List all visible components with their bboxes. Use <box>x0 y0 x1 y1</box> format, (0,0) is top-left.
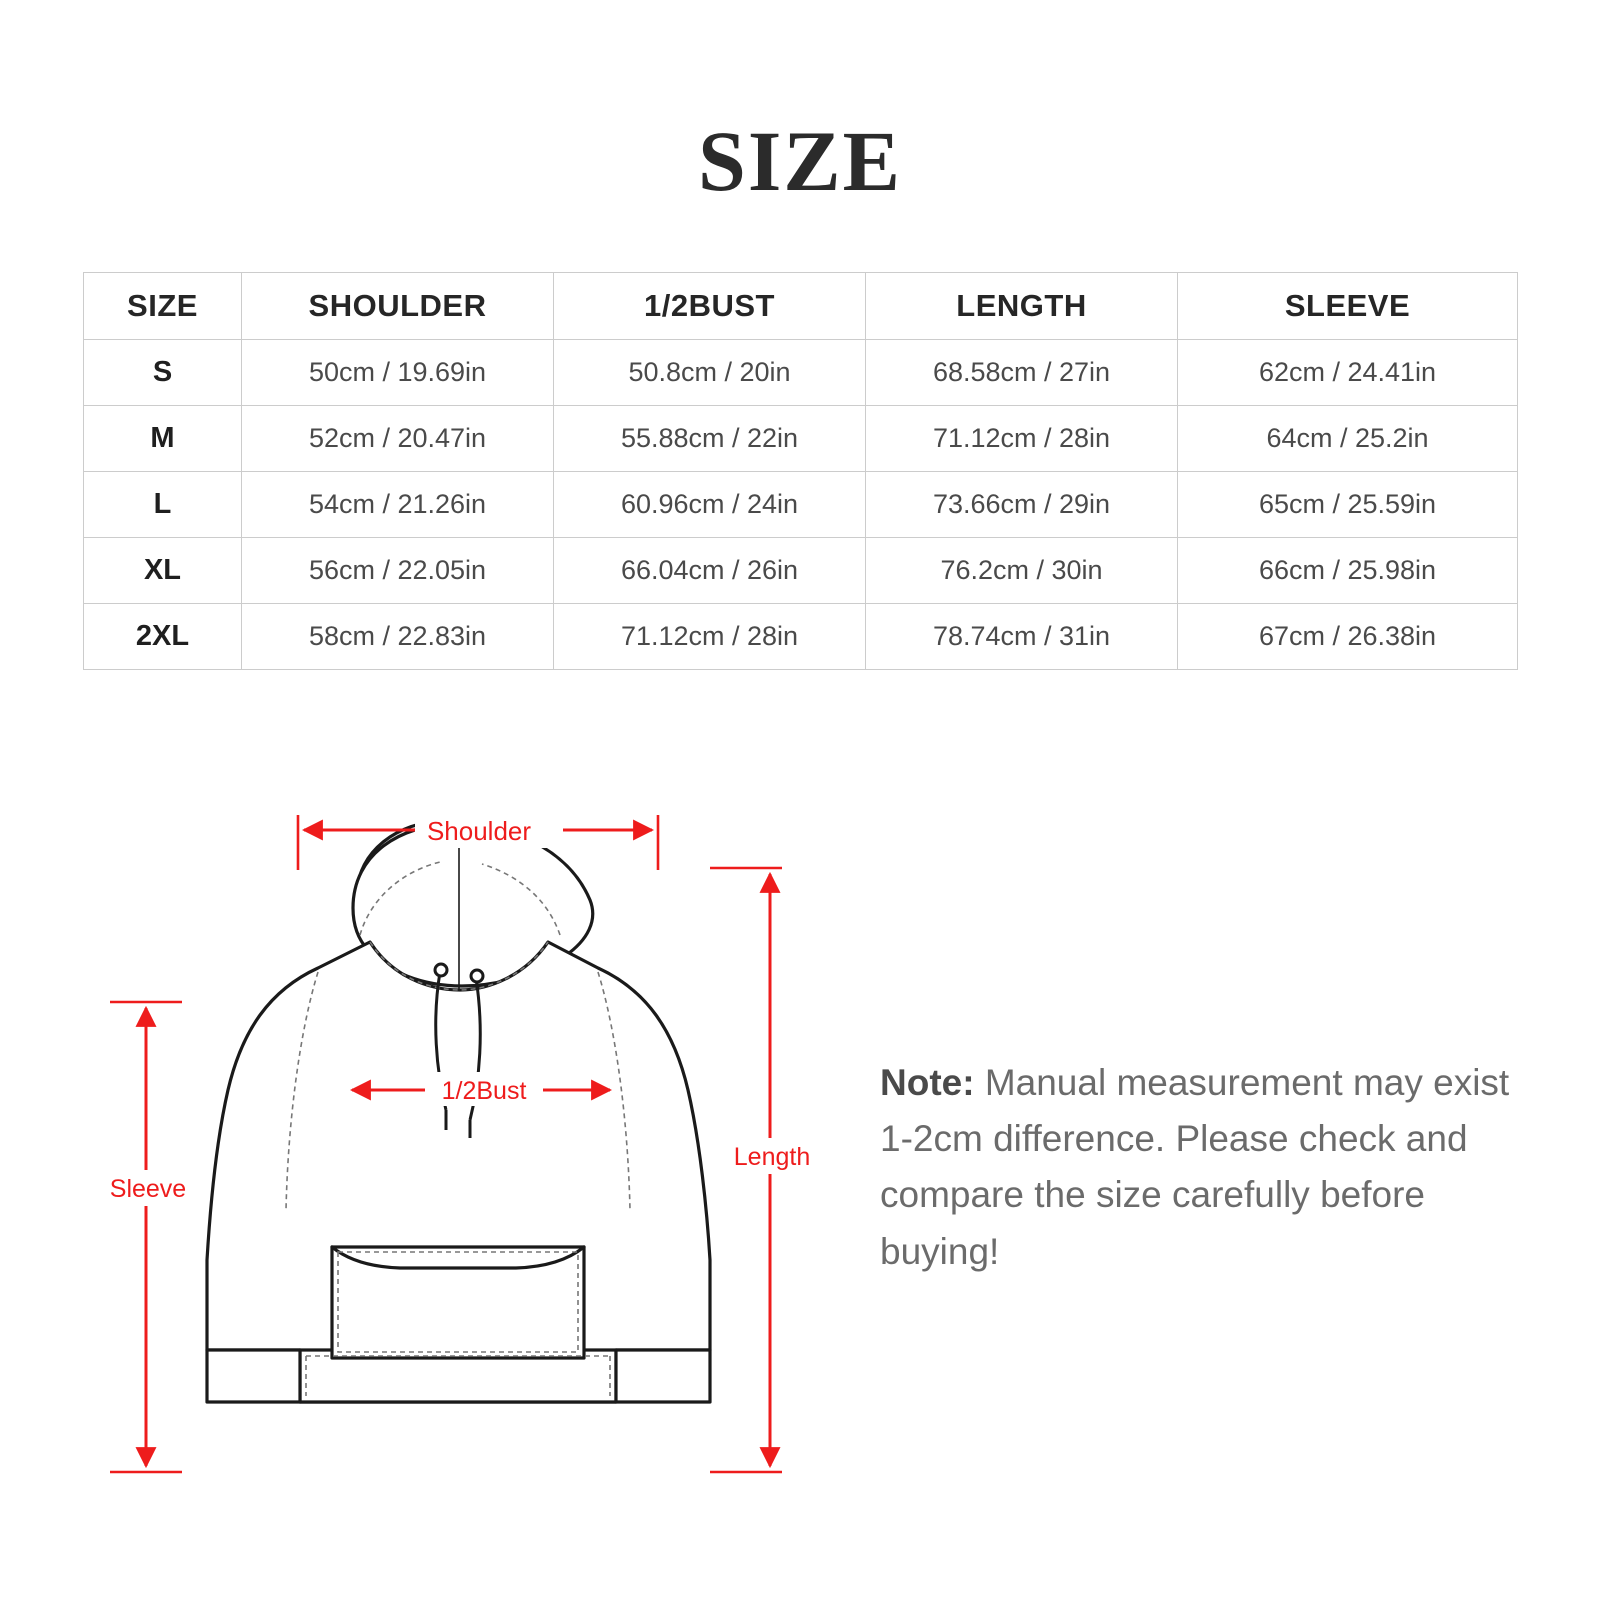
table-row <box>84 472 1518 538</box>
measure-label-bust: 1/2Bust <box>441 1077 527 1105</box>
measure-label-length: Length <box>733 1143 811 1171</box>
cell-sleeve: 65cm / 25.59in <box>1178 472 1518 538</box>
note-text: Manual measurement may exist 1-2cm difference. Please check and compare the size carefully before buying! <box>880 1062 1510 1272</box>
table-header-row <box>84 273 1518 340</box>
cell-size: XL <box>84 538 242 604</box>
column-header-size: SIZE <box>84 273 242 340</box>
cell-size: L <box>84 472 242 538</box>
measure-label-sleeve: Sleeve <box>109 1175 187 1203</box>
cell-length: 68.58cm / 27in <box>866 340 1178 406</box>
cell-size: M <box>84 406 242 472</box>
cell-shoulder: 54cm / 21.26in <box>242 472 554 538</box>
cell-bust: 50.8cm / 20in <box>554 340 866 406</box>
cell-sleeve: 66cm / 25.98in <box>1178 538 1518 604</box>
cell-sleeve: 67cm / 26.38in <box>1178 604 1518 670</box>
note-label: Note: <box>880 1062 975 1103</box>
cell-length: 76.2cm / 30in <box>866 538 1178 604</box>
cell-shoulder: 56cm / 22.05in <box>242 538 554 604</box>
measure-label-shoulder: Shoulder <box>426 816 532 846</box>
column-header-shoulder: SHOULDER <box>242 273 554 340</box>
note-block <box>880 1055 1510 1280</box>
size-chart-table <box>83 272 1518 670</box>
cell-size: 2XL <box>84 604 242 670</box>
cell-size: S <box>84 340 242 406</box>
cell-shoulder: 50cm / 19.69in <box>242 340 554 406</box>
cell-shoulder: 52cm / 20.47in <box>242 406 554 472</box>
table-row <box>84 406 1518 472</box>
cell-sleeve: 62cm / 24.41in <box>1178 340 1518 406</box>
cell-length: 71.12cm / 28in <box>866 406 1178 472</box>
column-header-length: LENGTH <box>866 273 1178 340</box>
table-row <box>84 604 1518 670</box>
measurement-diagram <box>70 790 850 1530</box>
cell-length: 78.74cm / 31in <box>866 604 1178 670</box>
table-row <box>84 538 1518 604</box>
cell-bust: 60.96cm / 24in <box>554 472 866 538</box>
table-row <box>84 340 1518 406</box>
cell-bust: 55.88cm / 22in <box>554 406 866 472</box>
cell-sleeve: 64cm / 25.2in <box>1178 406 1518 472</box>
column-header-sleeve: SLEEVE <box>1178 273 1518 340</box>
cell-bust: 66.04cm / 26in <box>554 538 866 604</box>
measure-length <box>710 868 810 1472</box>
cell-bust: 71.12cm / 28in <box>554 604 866 670</box>
cell-shoulder: 58cm / 22.83in <box>242 604 554 670</box>
page-title: SIZE <box>697 113 903 209</box>
measure-sleeve <box>108 1002 188 1472</box>
cell-length: 73.66cm / 29in <box>866 472 1178 538</box>
column-header-bust: 1/2BUST <box>554 273 866 340</box>
